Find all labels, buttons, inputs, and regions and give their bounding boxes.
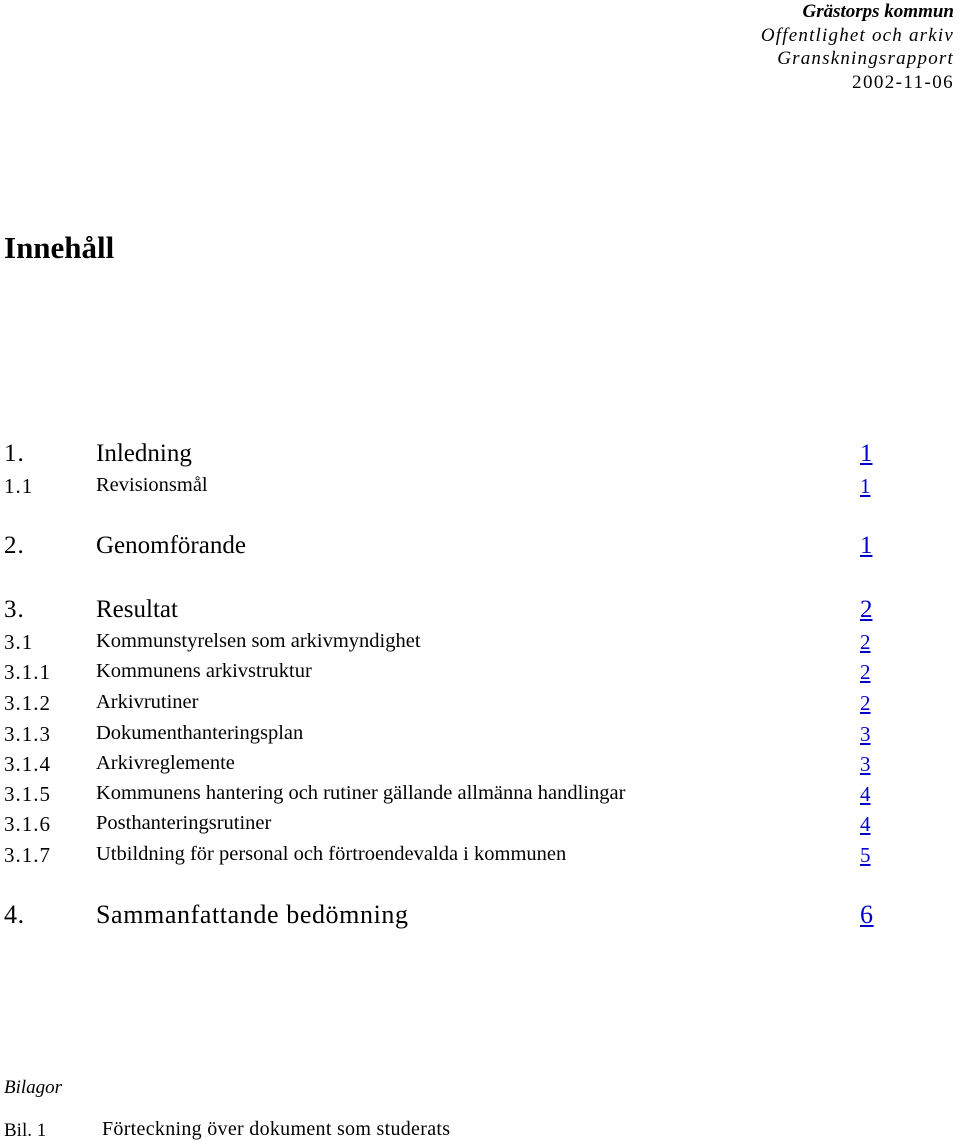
toc-entry-title: Kommunstyrelsen som arkivmyndighet [96, 630, 421, 652]
toc-entry-number: 1. [4, 440, 25, 467]
toc-entry-page-link[interactable]: 4 [860, 812, 871, 836]
toc-entry-page-link[interactable]: 2 [860, 660, 871, 684]
toc-entry [0, 630, 960, 664]
toc-entry-number: 3.1.3 [4, 722, 51, 746]
toc-entry [0, 440, 960, 474]
toc-entry-number: 3.1.6 [4, 812, 51, 836]
toc-entry-page-link[interactable]: 5 [860, 843, 871, 867]
appendix-heading: Bilagor [4, 1077, 63, 1098]
toc-entry [0, 660, 960, 694]
toc-entry [0, 752, 960, 786]
toc-entry-page-link[interactable]: 6 [860, 900, 874, 929]
toc-entry-title: Dokumenthanteringsplan [96, 722, 304, 744]
toc-entry [0, 474, 960, 508]
toc-entry-page-link[interactable]: 4 [860, 782, 871, 806]
toc-entry-title: Revisionsmål [96, 474, 208, 496]
toc-entry [0, 843, 960, 877]
toc-entry-page-link[interactable]: 1 [860, 532, 873, 559]
toc-entry [0, 722, 960, 756]
toc-title: Innehåll [4, 230, 115, 265]
header-date: 2002-11-06 [852, 71, 954, 93]
document-header [761, 0, 954, 94]
toc-entry-title: Resultat [96, 596, 178, 623]
toc-entry-number: 3.1.7 [4, 843, 51, 867]
toc-entry-title: Posthanteringsrutiner [96, 812, 272, 834]
toc-entry-number: 2. [4, 532, 25, 559]
toc-entry [0, 900, 960, 934]
toc-entry-title: Genomförande [96, 532, 246, 559]
appendix-item-title: Förteckning över dokument som studerats [102, 1118, 451, 1140]
toc-entry-number: 3.1.1 [4, 660, 51, 684]
toc-entry [0, 691, 960, 725]
toc-entry-number: 3. [4, 596, 25, 623]
toc-entry-number: 3.1.5 [4, 782, 51, 806]
toc-entry-number: 3.1.2 [4, 691, 51, 715]
toc-entry-page-link[interactable]: 2 [860, 596, 873, 623]
toc-entry-number: 3.1 [4, 630, 34, 654]
toc-entry-title: Inledning [96, 440, 192, 467]
toc-entry-title: Sammanfattande bedömning [96, 900, 409, 929]
toc-entry-title: Utbildning för personal och förtroendevalda i kommunen [96, 843, 567, 865]
toc-entry [0, 782, 960, 816]
toc-entry-number: 4. [4, 900, 25, 929]
toc-entry-number: 3.1.4 [4, 752, 51, 776]
toc-entry-page-link[interactable]: 2 [860, 630, 871, 654]
toc-entry-page-link[interactable]: 2 [860, 691, 871, 715]
header-subject: Offentlighet och arkiv [760, 24, 954, 46]
header-report-type: Granskningsrapport [777, 48, 954, 69]
toc-entry-title: Arkivreglemente [96, 752, 235, 774]
toc-entry [0, 812, 960, 846]
toc-entry-title: Kommunens hantering och rutiner gällande allmänna handlingar [96, 782, 626, 804]
toc-entry [0, 596, 960, 630]
appendix-item-number: Bil. 1 [4, 1120, 47, 1141]
toc-entry-number: 1.1 [4, 474, 34, 498]
toc-entry-page-link[interactable]: 1 [860, 440, 873, 467]
toc-entry-page-link[interactable]: 3 [860, 722, 871, 746]
toc-entry-title: Arkivrutiner [96, 691, 199, 713]
header-organization: Grästorps kommun [802, 1, 954, 22]
toc-entry-page-link[interactable]: 3 [860, 752, 871, 776]
toc-entry-title: Kommunens arkivstruktur [96, 660, 312, 682]
toc-entry [0, 532, 960, 566]
toc-entry-page-link[interactable]: 1 [860, 474, 871, 498]
